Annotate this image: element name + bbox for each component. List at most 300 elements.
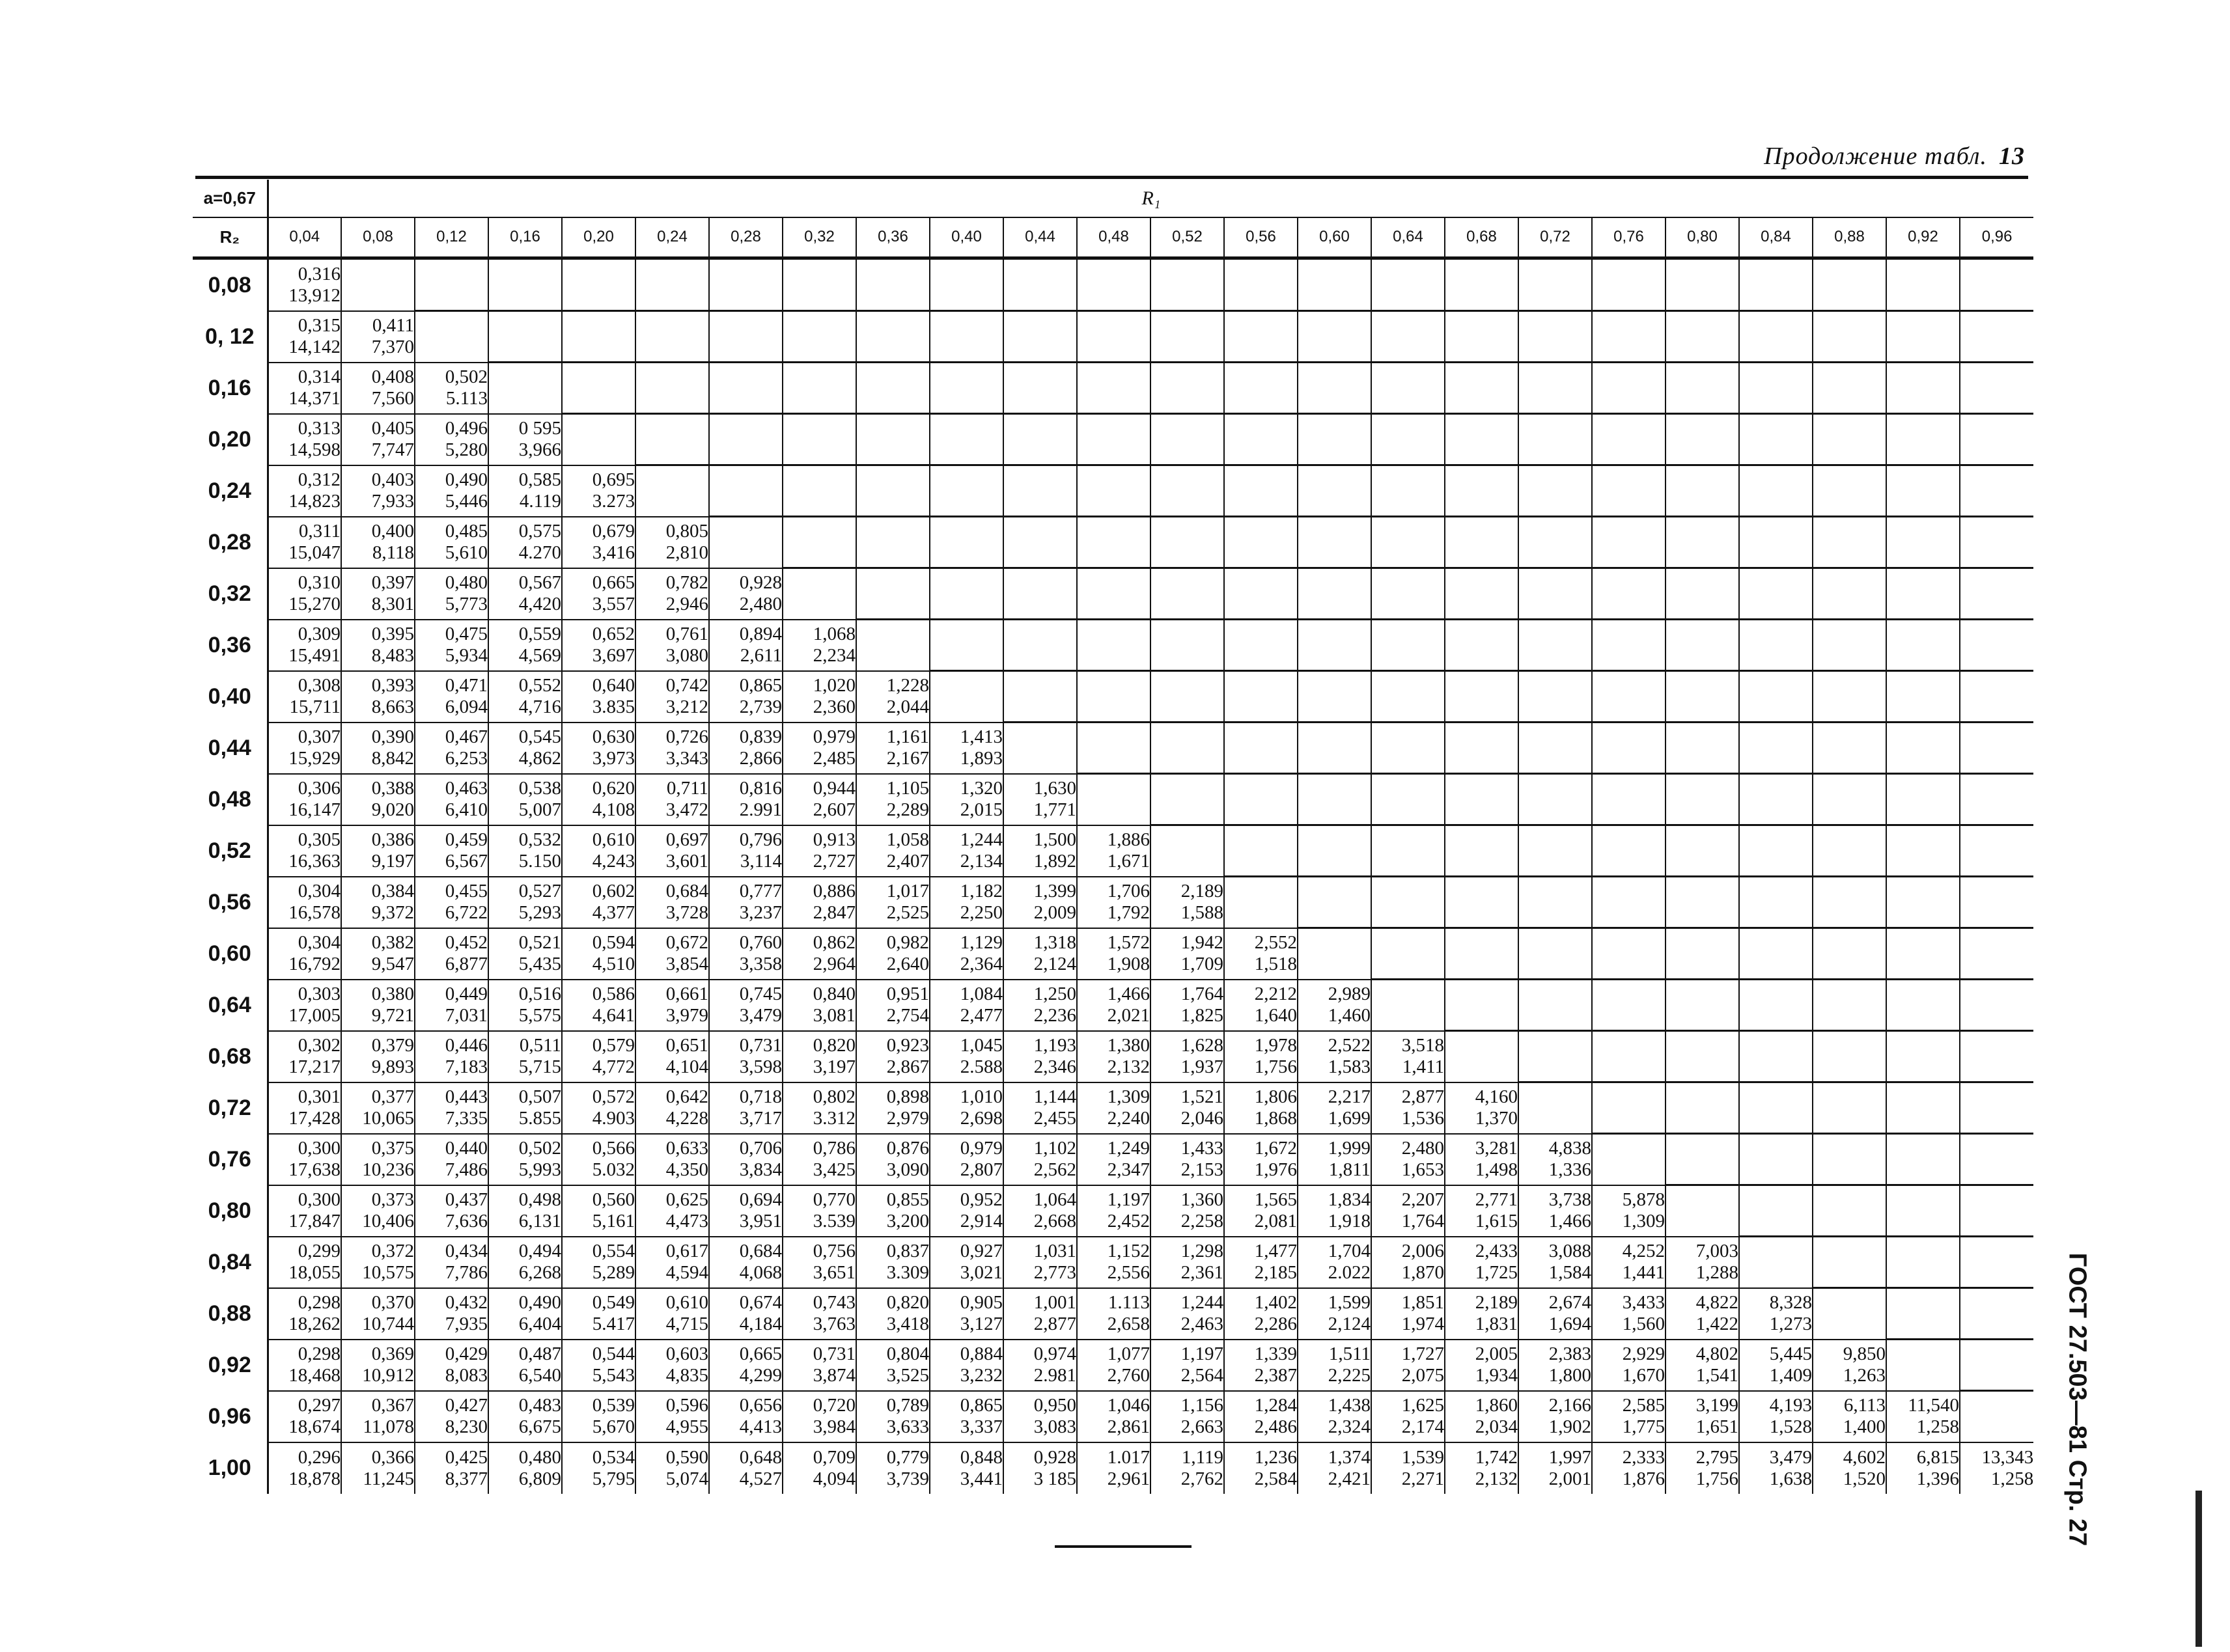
cell-value-top: 2,522 [1328, 1035, 1371, 1056]
cell-value-bottom: 2,877 [1033, 1314, 1076, 1334]
cell-value-bottom: 3,343 [665, 748, 708, 769]
row-header: 0,08 [193, 258, 268, 311]
empty-cell [709, 363, 783, 414]
cell-value-bottom: 2,240 [1107, 1108, 1150, 1129]
empty-cell [1666, 1082, 1739, 1134]
cell-value-top: 2,383 [1548, 1343, 1591, 1364]
table-cell [1224, 1185, 1298, 1237]
empty-cell [1150, 671, 1224, 723]
empty-cell [1224, 517, 1298, 568]
cell-value-top: 1.113 [1108, 1292, 1150, 1313]
table-cell [783, 1237, 856, 1288]
table-cell [635, 723, 709, 774]
cell-value-top: 0,386 [371, 829, 414, 850]
cell-value-bottom: 18,468 [288, 1365, 341, 1386]
cell-value-top: 1,834 [1328, 1189, 1371, 1210]
cell-value-top: 0,297 [298, 1395, 341, 1416]
cell-value-bottom: 5.032 [592, 1159, 635, 1180]
empty-cell [488, 363, 562, 414]
empty-cell [1666, 517, 1739, 568]
table-cell [709, 1031, 783, 1082]
table-row [193, 1237, 2033, 1288]
table-row [193, 517, 2033, 568]
table-cell [562, 465, 635, 517]
cell-value-bottom: 2,360 [813, 696, 856, 717]
empty-cell [1445, 774, 1518, 825]
cell-value-top: 2,212 [1254, 984, 1297, 1004]
cell-value-top: 1,539 [1401, 1446, 1444, 1468]
cell-value-top: 0,299 [298, 1241, 341, 1261]
cell-value-top: 1,197 [1107, 1189, 1150, 1210]
cell-value-top: 0,310 [298, 572, 341, 593]
cell-value-top: 0,630 [592, 726, 635, 747]
cell-value-bottom: 10,406 [362, 1211, 414, 1232]
cell-value-bottom: 5,934 [445, 645, 488, 666]
cell-value-bottom: 14,142 [288, 337, 341, 357]
cell-value-top: 0,403 [371, 469, 414, 490]
table-cell [1003, 980, 1077, 1031]
table-cell [268, 568, 341, 620]
table-cell [341, 465, 415, 517]
cell-value-top: 0,974 [1033, 1343, 1076, 1364]
empty-cell [1886, 671, 1960, 723]
cell-value-top: 0,756 [813, 1241, 856, 1261]
cell-value-top: 0,572 [592, 1086, 635, 1107]
cell-value-top: 1,438 [1328, 1395, 1371, 1416]
cell-value-bottom: 7,031 [445, 1005, 488, 1026]
cell-value-bottom: 4,420 [518, 594, 561, 614]
table-cell [709, 928, 783, 980]
table-cell [635, 1391, 709, 1442]
empty-cell [1960, 774, 2033, 825]
empty-cell [1813, 363, 1886, 414]
cell-value-bottom: 4,716 [518, 696, 561, 717]
cell-value-bottom: 9,372 [371, 902, 414, 923]
empty-cell [1077, 465, 1150, 517]
empty-cell [1960, 1031, 2033, 1082]
table-cell [1224, 1340, 1298, 1391]
empty-cell [1371, 311, 1445, 363]
empty-cell [1666, 568, 1739, 620]
empty-cell [1003, 568, 1077, 620]
column-header: 0,84 [1739, 217, 1813, 258]
cell-value-top: 0,566 [592, 1138, 635, 1159]
cell-value-top: 0,384 [371, 881, 414, 902]
cell-value-top: 1,318 [1033, 932, 1076, 953]
cell-value-top: 0,927 [960, 1241, 1003, 1261]
cell-value-top: 0,382 [371, 932, 414, 953]
cell-value-top: 0,309 [298, 624, 341, 644]
table-cell [1150, 1031, 1224, 1082]
table-cell [341, 1442, 415, 1494]
cell-value-bottom: 6,809 [518, 1468, 561, 1489]
cell-value-top: 0,979 [960, 1138, 1003, 1159]
table-cell [930, 1237, 1003, 1288]
cell-value-bottom: 11,078 [363, 1416, 414, 1437]
cell-value-bottom: 1,868 [1254, 1108, 1297, 1129]
empty-cell [1886, 311, 1960, 363]
cell-value-bottom: 2,562 [1033, 1159, 1076, 1180]
table-cell [1224, 928, 1298, 980]
cell-value-bottom: 3,598 [739, 1056, 782, 1077]
empty-cell [1739, 1031, 1813, 1082]
table-cell [562, 517, 635, 568]
cell-value-top: 1,565 [1254, 1189, 1297, 1210]
cell-value-top: 0,308 [298, 675, 341, 696]
cell-value-top: 0,502 [518, 1138, 561, 1159]
empty-cell [1739, 774, 1813, 825]
empty-cell [1886, 1082, 1960, 1134]
cell-value-bottom: 7,486 [445, 1159, 488, 1180]
cell-value-top: 3,433 [1622, 1292, 1665, 1313]
cell-value-bottom: 2,044 [886, 696, 929, 717]
empty-cell [1150, 311, 1224, 363]
empty-cell [1518, 465, 1592, 517]
cell-value-top: 1,068 [813, 624, 856, 644]
empty-cell [1886, 928, 1960, 980]
cell-value-bottom: 2,009 [1033, 902, 1076, 923]
cell-value-top: 4,822 [1695, 1292, 1738, 1313]
empty-cell [1224, 671, 1298, 723]
cell-value-bottom: 3,418 [886, 1314, 929, 1334]
empty-cell [1886, 825, 1960, 877]
table-cell [783, 928, 856, 980]
cell-value-bottom: 2,455 [1033, 1108, 1076, 1129]
cell-value-bottom: 2,658 [1107, 1314, 1150, 1334]
empty-cell [1298, 774, 1371, 825]
cell-value-top: 1,704 [1328, 1241, 1371, 1261]
cell-value-top: 0,532 [518, 829, 561, 850]
cell-value-top: 0,633 [665, 1138, 708, 1159]
cell-value-bottom: 2,236 [1033, 1005, 1076, 1026]
cell-value-top: 0,311 [298, 521, 341, 542]
table-row [193, 258, 2033, 311]
cell-value-bottom: 7,747 [371, 439, 414, 460]
empty-cell [1077, 671, 1150, 723]
cell-value-bottom: 2,132 [1107, 1056, 1150, 1077]
cell-value-top: 0,463 [445, 778, 488, 799]
table-cell [1445, 1442, 1518, 1494]
empty-cell [1739, 1185, 1813, 1237]
cell-value-top: 0,876 [886, 1138, 929, 1159]
cell-value-top: 0,471 [445, 675, 488, 696]
empty-cell [1739, 311, 1813, 363]
cell-value-bottom: 2,866 [739, 748, 782, 769]
empty-cell [1666, 723, 1739, 774]
cell-value-bottom: 1,411 [1402, 1056, 1444, 1077]
cell-value-bottom: 2,698 [960, 1108, 1003, 1129]
empty-cell [1518, 980, 1592, 1031]
cell-value-top: 5,445 [1769, 1343, 1812, 1364]
table-cell [562, 1340, 635, 1391]
cell-value-bottom: 16,792 [288, 954, 341, 974]
table-cell [1518, 1288, 1592, 1340]
cell-value-top: 1,433 [1180, 1138, 1223, 1159]
row-header: 0,36 [193, 620, 268, 671]
cell-value-top: 7,003 [1695, 1241, 1738, 1261]
cell-value-bottom: 3,472 [665, 799, 708, 820]
cell-value-top: 0,496 [445, 418, 488, 439]
empty-cell [1298, 568, 1371, 620]
cell-value-top: 0,411 [372, 315, 414, 336]
table-cell [415, 1237, 488, 1288]
table-cell [488, 568, 562, 620]
table-cell [709, 1391, 783, 1442]
table-cell [1077, 825, 1150, 877]
cell-value-bottom: 1,892 [1033, 851, 1076, 872]
cell-value-bottom: 2,867 [886, 1056, 929, 1077]
column-header: 0,16 [488, 217, 562, 258]
empty-cell [488, 258, 562, 311]
empty-cell [783, 517, 856, 568]
empty-cell [1886, 1237, 1960, 1288]
cell-value-top: 0,552 [518, 675, 561, 696]
table-cell [1077, 1082, 1150, 1134]
table-row [193, 1442, 2033, 1494]
table-cell [783, 825, 856, 877]
empty-cell [1592, 1134, 1666, 1185]
cell-value-top: 1,046 [1107, 1395, 1150, 1416]
empty-cell [1960, 1134, 2033, 1185]
table-cell [783, 877, 856, 928]
table-cell [1592, 1442, 1666, 1494]
table-cell [488, 877, 562, 928]
empty-cell [1224, 620, 1298, 671]
empty-cell [783, 258, 856, 311]
cell-value-bottom: 6,404 [518, 1314, 561, 1334]
cell-value-bottom: 3,416 [592, 542, 635, 563]
table-cell [488, 1031, 562, 1082]
cell-value-bottom: 1,520 [1843, 1468, 1886, 1489]
cell-value-bottom: 1,709 [1180, 954, 1223, 974]
cell-value-top: 0,620 [592, 778, 635, 799]
cell-value-bottom: 2,810 [665, 542, 708, 563]
cell-value-top: 0,393 [371, 675, 414, 696]
cell-value-top: 0,539 [592, 1395, 635, 1416]
table-cell [1739, 1340, 1813, 1391]
cell-value-top: 0,640 [592, 675, 635, 696]
table-cell [1739, 1442, 1813, 1494]
empty-cell [856, 363, 930, 414]
empty-cell [1739, 258, 1813, 311]
cell-value-top: 0,379 [371, 1035, 414, 1056]
cell-value-top: 0,452 [445, 932, 488, 953]
column-header: 0,32 [783, 217, 856, 258]
cell-value-top: 0,928 [1033, 1446, 1076, 1468]
cell-value-bottom: 6,253 [445, 748, 488, 769]
empty-cell [1445, 671, 1518, 723]
table-cell [1371, 1442, 1445, 1494]
empty-cell [1666, 980, 1739, 1031]
cell-value-top: 1,309 [1107, 1086, 1150, 1107]
cell-value-bottom: 3,966 [518, 439, 561, 460]
row-header: 1,00 [193, 1442, 268, 1494]
empty-cell [1739, 620, 1813, 671]
cell-value-top: 1,860 [1475, 1395, 1518, 1416]
cell-value-top: 1,182 [960, 881, 1003, 902]
cell-value-bottom: 14,823 [288, 491, 341, 512]
table-cell [268, 620, 341, 671]
cell-value-bottom: 2.588 [960, 1056, 1003, 1077]
empty-cell [1813, 671, 1886, 723]
table-cell [856, 671, 930, 723]
table-cell [1371, 1391, 1445, 1442]
cell-value-bottom: 2,407 [886, 851, 929, 872]
table-cell [1077, 980, 1150, 1031]
table-cell [562, 723, 635, 774]
cell-value-bottom: 8,377 [445, 1468, 488, 1489]
cell-value-top: 0,312 [298, 469, 341, 490]
cell-value-top: 0,617 [665, 1241, 708, 1261]
table-cell [709, 1082, 783, 1134]
caption-text: Продолжение табл. [1764, 143, 1987, 170]
cell-value-top: 0,304 [298, 881, 341, 902]
table-cell [415, 363, 488, 414]
table-cell [1445, 1391, 1518, 1442]
cell-value-bottom: 2,556 [1107, 1262, 1150, 1283]
column-header: 0,80 [1666, 217, 1739, 258]
cell-value-bottom: 2,167 [886, 748, 929, 769]
empty-cell [488, 311, 562, 363]
empty-cell [1224, 311, 1298, 363]
cell-value-bottom: 2,640 [886, 954, 929, 974]
cell-value-top: 0,731 [813, 1343, 856, 1364]
cell-value-bottom: 2,773 [1033, 1262, 1076, 1283]
cell-value-bottom: 1,653 [1401, 1159, 1444, 1180]
empty-cell [1003, 414, 1077, 465]
cell-value-top: 0,697 [665, 829, 708, 850]
table-cell [415, 1134, 488, 1185]
cell-value-bottom: 1,370 [1475, 1108, 1518, 1129]
cell-value-bottom: 8,842 [371, 748, 414, 769]
row-header: 0,92 [193, 1340, 268, 1391]
cell-value-bottom: 4,413 [739, 1416, 782, 1437]
table-cell [268, 723, 341, 774]
cell-value-top: 0,475 [445, 624, 488, 644]
empty-cell [1150, 723, 1224, 774]
cell-value-top: 1,764 [1180, 984, 1223, 1004]
empty-cell [1445, 928, 1518, 980]
cell-value-bottom: 5,543 [592, 1365, 635, 1386]
empty-cell [1886, 1134, 1960, 1185]
cell-value-top: 0,373 [371, 1189, 414, 1210]
empty-cell [1666, 1031, 1739, 1082]
table-cell [930, 1185, 1003, 1237]
empty-cell [709, 258, 783, 311]
cell-value-bottom: 3,951 [739, 1211, 782, 1232]
cell-value-top: 0,694 [739, 1189, 782, 1210]
table-cell [1298, 1442, 1371, 1494]
cell-value-bottom: 3,441 [960, 1468, 1003, 1489]
empty-cell [1960, 877, 2033, 928]
cell-value-top: 0,886 [813, 881, 856, 902]
empty-cell [1445, 980, 1518, 1031]
cell-value-bottom: 1,400 [1843, 1416, 1886, 1437]
table-cell [415, 928, 488, 980]
table-cell [488, 825, 562, 877]
table-cell [488, 774, 562, 825]
cell-value-bottom: 1,831 [1475, 1314, 1518, 1334]
empty-cell [1518, 517, 1592, 568]
cell-value-top: 0,316 [298, 263, 341, 284]
table-cell [415, 1391, 488, 1442]
cell-value-bottom: 2,607 [813, 799, 856, 820]
cell-value-top: 0,487 [518, 1343, 561, 1364]
table-cell [1666, 1237, 1739, 1288]
table-cell [783, 1031, 856, 1082]
table-cell [1077, 877, 1150, 928]
table-cell [268, 774, 341, 825]
empty-cell [1813, 517, 1886, 568]
cell-value-bottom: 2,034 [1475, 1416, 1518, 1437]
cell-value-top: 0,380 [371, 984, 414, 1004]
cell-value-top: 0,405 [371, 418, 414, 439]
cell-value-bottom: 3.273 [592, 491, 635, 512]
column-header: 0,44 [1003, 217, 1077, 258]
table-cell [341, 1031, 415, 1082]
table-cell [341, 620, 415, 671]
empty-cell [1371, 517, 1445, 568]
cell-value-bottom: 16,147 [288, 799, 341, 820]
cell-value-bottom: 2.022 [1328, 1262, 1371, 1283]
cell-value-bottom: 1,825 [1180, 1005, 1223, 1026]
cell-value-top: 1,284 [1254, 1395, 1297, 1416]
cell-value-top: 1,672 [1254, 1138, 1297, 1159]
row-header: 0,24 [193, 465, 268, 517]
cell-value-bottom: 2,861 [1107, 1416, 1150, 1437]
cell-value-bottom: 2,754 [886, 1005, 929, 1026]
cell-value-top: 0,590 [665, 1446, 708, 1468]
cell-value-bottom: 2,477 [960, 1005, 1003, 1026]
cell-value-top: 0,305 [298, 829, 341, 850]
table-cell [1003, 1082, 1077, 1134]
empty-cell [1739, 363, 1813, 414]
table-cell [341, 1391, 415, 1442]
cell-value-top: 1,599 [1328, 1292, 1371, 1313]
cell-value-top: 0,315 [298, 315, 341, 336]
cell-value-bottom: 1,756 [1695, 1468, 1738, 1489]
empty-cell [1960, 1391, 2033, 1442]
table-cell [1003, 825, 1077, 877]
empty-cell [1960, 311, 2033, 363]
cell-value-top: 0,446 [445, 1035, 488, 1056]
cell-value-bottom: 4,104 [665, 1056, 708, 1077]
cell-value-bottom: 3,358 [739, 954, 782, 974]
cell-value-bottom: 3.312 [813, 1108, 856, 1129]
table-cell [562, 568, 635, 620]
cell-value-top: 0,711 [666, 778, 708, 799]
cell-value-bottom: 4,862 [518, 748, 561, 769]
empty-cell [1224, 877, 1298, 928]
table-cell [1003, 1442, 1077, 1494]
cell-value-bottom: 1,670 [1622, 1365, 1665, 1386]
table-cell [1077, 1237, 1150, 1288]
table-row [193, 1340, 2033, 1391]
table-cell [268, 1082, 341, 1134]
cell-value-bottom: 1,937 [1180, 1056, 1223, 1077]
empty-cell [1813, 258, 1886, 311]
column-header: 0,24 [635, 217, 709, 258]
cell-value-top: 0,743 [813, 1292, 856, 1313]
cell-value-bottom: 6,094 [445, 696, 488, 717]
empty-cell [1224, 825, 1298, 877]
cell-value-top: 1,628 [1180, 1035, 1223, 1056]
cell-value-top: 1,727 [1401, 1343, 1444, 1364]
table-cell [341, 1288, 415, 1340]
table-cell [415, 723, 488, 774]
empty-cell [635, 258, 709, 311]
cell-value-bottom: 4,641 [592, 1005, 635, 1026]
